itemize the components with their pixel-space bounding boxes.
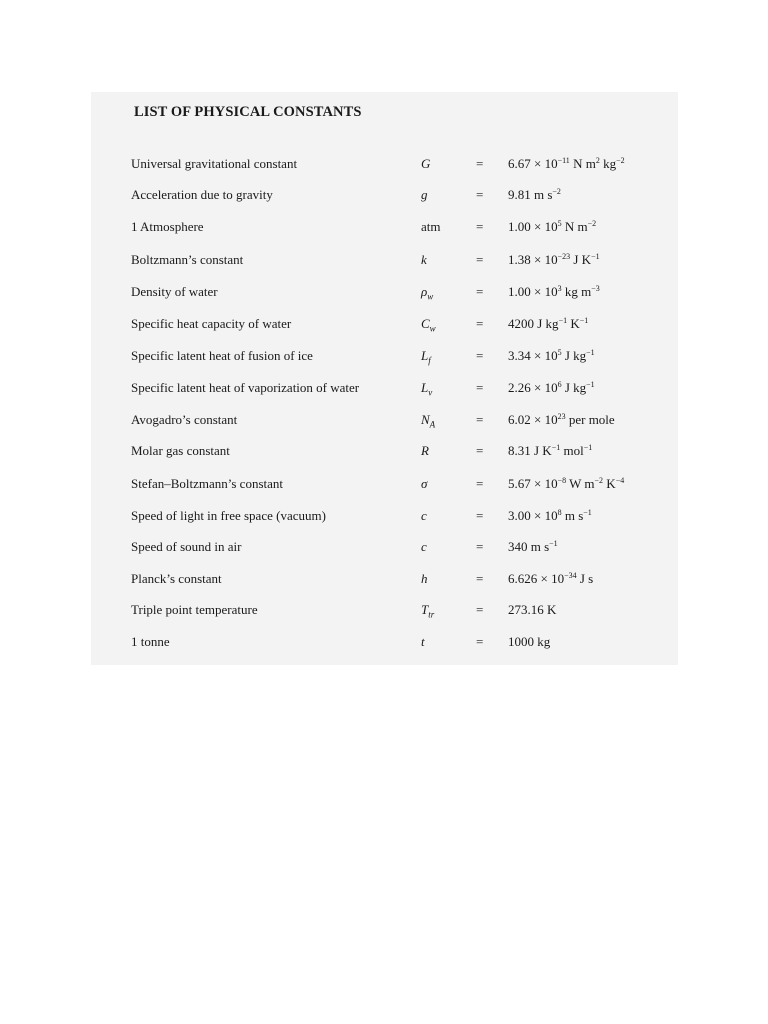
constant-symbol: G xyxy=(421,156,431,171)
equals-sign: = xyxy=(476,219,484,234)
equals-sign: = xyxy=(476,539,484,554)
equals-sign: = xyxy=(476,187,484,202)
constant-symbol: $L_f$ xyxy=(421,348,431,366)
constant-symbol: R xyxy=(421,443,429,458)
constant-symbol: $\rho_w$ xyxy=(421,284,434,302)
constant-symbol: σ xyxy=(421,476,428,491)
constant-name: Stefan–Boltzmann’s constant xyxy=(131,476,284,491)
constant-name: Specific heat capacity of water xyxy=(131,316,292,331)
constant-symbol: $L_v$ xyxy=(421,380,433,398)
constant-name: Triple point temperature xyxy=(131,602,258,617)
constant-value: $3.34 \times 10^5$ J $kg^{-1}$ xyxy=(508,348,595,363)
constant-name: Specific latent heat of vaporization of water xyxy=(131,380,360,395)
constant-symbol: c xyxy=(421,508,427,523)
constant-value: 340 m $s^{-1}$ xyxy=(508,539,558,554)
constant-value: $6.626 \times 10^{-34}$ J s xyxy=(508,571,594,586)
constant-value: $5.67 \times 10^{-8}$ W $m^{-2}$ $K^{-4}$ xyxy=(508,476,625,491)
table-row xyxy=(91,187,678,215)
constant-value: 1000 kg xyxy=(508,634,551,649)
table-row xyxy=(91,476,678,504)
constant-symbol: h xyxy=(421,571,428,586)
constant-symbol: $N_A$ xyxy=(421,412,436,430)
table-row xyxy=(91,348,678,376)
constant-name: Planck’s constant xyxy=(131,571,222,586)
equals-sign: = xyxy=(476,443,484,458)
equals-sign: = xyxy=(476,602,484,617)
constant-symbol: $T_{tr}$ xyxy=(421,602,435,620)
constant-name: Avogadro’s constant xyxy=(131,412,238,427)
equals-sign: = xyxy=(476,571,484,586)
equals-sign: = xyxy=(476,634,484,649)
equals-sign: = xyxy=(476,252,484,267)
equals-sign: = xyxy=(476,476,484,491)
constant-value: 9.81 m $s^{-2}$ xyxy=(508,187,561,202)
constant-value: 8.31 J $K^{-1}$ mol$^{-1}$ xyxy=(508,443,593,458)
table-row xyxy=(91,571,678,599)
table-row xyxy=(91,634,678,662)
constant-value: $1.00 \times 10^5$ N $m^{-2}$ xyxy=(508,219,597,234)
page-title: LIST OF PHYSICAL CONSTANTS xyxy=(134,104,362,120)
constant-name: 1 tonne xyxy=(131,634,170,649)
constant-name: Molar gas constant xyxy=(131,443,230,458)
constant-symbol: $C_w$ xyxy=(421,316,436,334)
table-row xyxy=(91,316,678,344)
constant-value: $6.02 \times 10^{23}$ per mole xyxy=(508,412,615,427)
equals-sign: = xyxy=(476,380,484,395)
constant-name: Specific latent heat of fusion of ice xyxy=(131,348,313,363)
equals-sign: = xyxy=(476,156,484,171)
constant-name: 1 Atmosphere xyxy=(131,219,204,234)
constant-symbol: t xyxy=(421,634,425,649)
table-row xyxy=(91,412,678,440)
constant-value: 4200 J $kg^{-1}$ $K^{-1}$ xyxy=(508,316,589,331)
table-row xyxy=(91,380,678,408)
constant-value: 273.16 K xyxy=(508,602,557,617)
constant-name: Density of water xyxy=(131,284,218,299)
constant-value: $3.00 \times 10^8$ m $s^{-1}$ xyxy=(508,508,592,523)
constant-name: Speed of light in free space (vacuum) xyxy=(131,508,326,523)
constant-name: Acceleration due to gravity xyxy=(131,187,273,202)
table-row xyxy=(91,156,678,184)
table-row xyxy=(91,602,678,630)
table-row xyxy=(91,539,678,567)
equals-sign: = xyxy=(476,508,484,523)
constant-value: $2.26 \times 10^6$ J $kg^{-1}$ xyxy=(508,380,595,395)
equals-sign: = xyxy=(476,412,484,427)
table-row xyxy=(91,443,678,471)
table-row xyxy=(91,508,678,536)
constant-value: $1.00 \times 10^3$ kg $m^{-3}$ xyxy=(508,284,600,299)
constant-value: $6.67 \times 10^{-11}$ N $m^2$ $kg^{-2}$ xyxy=(508,156,625,171)
table-row xyxy=(91,284,678,312)
table-row xyxy=(91,219,678,247)
constant-name: Boltzmann’s constant xyxy=(131,252,244,267)
scanned-page xyxy=(91,92,678,665)
table-row xyxy=(91,252,678,280)
constant-symbol: k xyxy=(421,252,427,267)
constant-name: Universal gravitational constant xyxy=(131,156,298,171)
constant-symbol: c xyxy=(421,539,427,554)
equals-sign: = xyxy=(476,316,484,331)
constant-symbol: g xyxy=(421,187,428,202)
constant-name: Speed of sound in air xyxy=(131,539,242,554)
constant-symbol: atm xyxy=(421,219,441,234)
equals-sign: = xyxy=(476,348,484,363)
equals-sign: = xyxy=(476,284,484,299)
constant-value: $1.38 \times 10^{-23}$ J $K^{-1}$ xyxy=(508,252,600,267)
